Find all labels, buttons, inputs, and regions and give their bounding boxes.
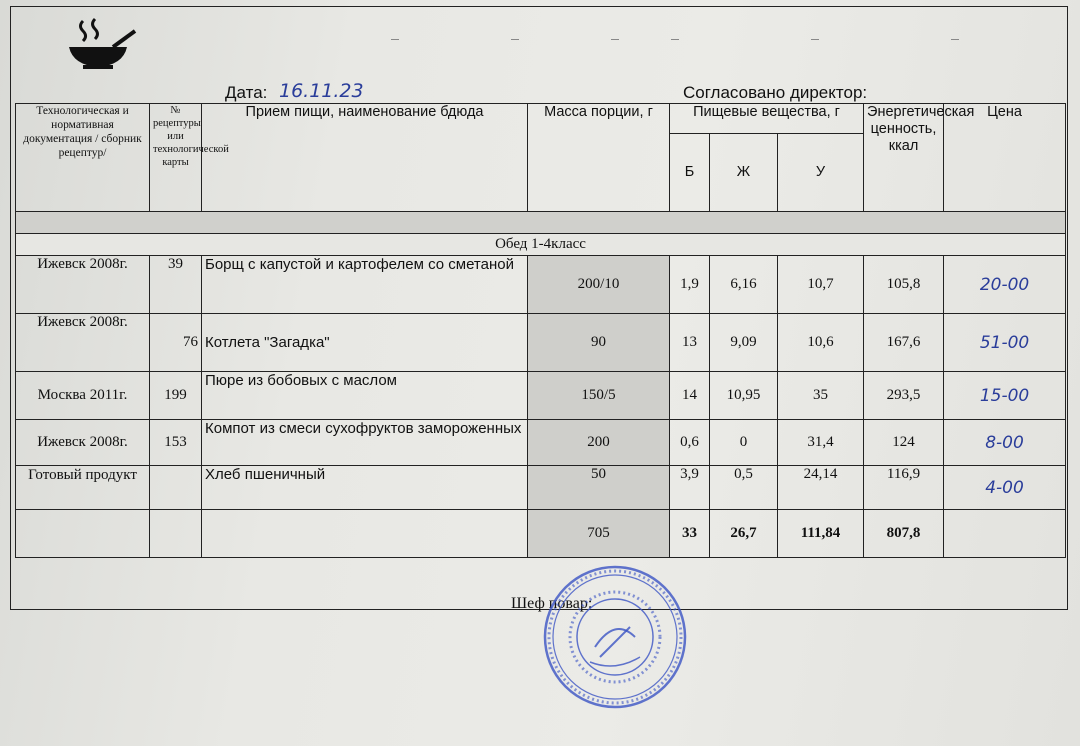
row-dish-name: Компот из смеси сухофруктов замороженных [202, 420, 528, 466]
row-b: 14 [670, 372, 710, 420]
table-row [16, 256, 1066, 314]
row-dish-name: Борщ с капустой и картофелем со сметаной [202, 256, 528, 314]
col-u-header: У [778, 134, 864, 212]
row-b: 3,9 [670, 466, 710, 510]
row-energy: 124 [864, 420, 944, 466]
blank-section-row [16, 212, 1066, 234]
dash-mark [611, 39, 619, 40]
table-row [16, 314, 1066, 372]
row-zh: 0,5 [710, 466, 778, 510]
row-zh: 10,95 [710, 372, 778, 420]
col-price-header: Цена [944, 104, 1066, 212]
table-header-row [16, 104, 1066, 134]
row-source: Москва 2011г. [16, 372, 150, 420]
row-dish-name: Пюре из бобовых с маслом [202, 372, 528, 420]
row-mass: 150/5 [528, 372, 670, 420]
row-energy: 116,9 [864, 466, 944, 510]
col-meal-header: Прием пищи, наименование бдюда [202, 104, 528, 212]
dash-mark [671, 39, 679, 40]
row-zh: 0 [710, 420, 778, 466]
chef-label: Шеф повар: [511, 595, 593, 612]
menu-table [15, 103, 1066, 558]
row-u: 31,4 [778, 420, 864, 466]
row-price: 4-00 [944, 466, 1066, 510]
row-price: 15-00 [944, 372, 1066, 420]
table-row [16, 372, 1066, 420]
total-price-empty [944, 510, 1066, 558]
row-source: Ижевск 2008г. [16, 256, 150, 314]
row-recipe-number: 39 [150, 256, 202, 314]
row-u: 24,14 [778, 466, 864, 510]
row-recipe-number: 76 [150, 314, 202, 372]
row-b: 1,9 [670, 256, 710, 314]
row-zh: 6,16 [710, 256, 778, 314]
row-recipe-number: 153 [150, 420, 202, 466]
row-mass: 200/10 [528, 256, 670, 314]
row-dish-name: Хлеб пшеничный [202, 466, 528, 510]
table-row [16, 466, 1066, 510]
total-empty-cell [16, 510, 150, 558]
col-nutrients-header: Пищевые вещества, г [670, 104, 864, 134]
row-price: 51-00 [944, 314, 1066, 372]
row-energy: 167,6 [864, 314, 944, 372]
dash-mark [811, 39, 819, 40]
steaming-bowl-icon [61, 17, 141, 72]
section-title-row [16, 234, 1066, 256]
dash-mark [511, 39, 519, 40]
row-mass: 90 [528, 314, 670, 372]
row-u: 35 [778, 372, 864, 420]
row-price: 8-00 [944, 420, 1066, 466]
total-row [16, 510, 1066, 558]
col-doc-header: Технологическая и нормативная документация / сборник рецептур/ [16, 104, 150, 212]
blank-section-cell [16, 212, 1066, 234]
row-u: 10,6 [778, 314, 864, 372]
document-header [11, 7, 1067, 102]
row-price: 20-00 [944, 256, 1066, 314]
round-seal-stamp [540, 562, 690, 712]
row-source: Ижевск 2008г. [16, 314, 150, 372]
row-source: Готовый продукт [16, 466, 150, 510]
col-b-header: Б [670, 134, 710, 212]
total-empty-cell [150, 510, 202, 558]
total-zh: 26,7 [710, 510, 778, 558]
date-label: Дата: [225, 83, 268, 102]
row-b: 0,6 [670, 420, 710, 466]
total-u: 111,84 [778, 510, 864, 558]
row-mass: 50 [528, 466, 670, 510]
total-energy: 807,8 [864, 510, 944, 558]
dash-mark [951, 39, 959, 40]
row-u: 10,7 [778, 256, 864, 314]
col-mass-header: Масса порции, г [528, 104, 670, 212]
row-zh: 9,09 [710, 314, 778, 372]
row-dish-name: Котлета "Загадка" [202, 314, 528, 372]
menu-frame [10, 6, 1068, 610]
row-b: 13 [670, 314, 710, 372]
section-title: Обед 1-4класс [16, 234, 1066, 256]
row-source: Ижевск 2008г. [16, 420, 150, 466]
col-zh-header: Ж [710, 134, 778, 212]
table-row [16, 420, 1066, 466]
approval-label: Согласовано директор: [683, 83, 868, 102]
dash-mark [391, 39, 399, 40]
total-b: 33 [670, 510, 710, 558]
date-value: 16.11.23 [279, 80, 364, 102]
total-mass: 705 [528, 510, 670, 558]
row-recipe-number [150, 466, 202, 510]
row-energy: 293,5 [864, 372, 944, 420]
col-recipe-header: № рецептуры или технологической карты [150, 104, 202, 212]
row-recipe-number: 199 [150, 372, 202, 420]
col-energy-header: Энергетическая ценность, ккал [864, 104, 944, 212]
row-mass: 200 [528, 420, 670, 466]
total-empty-cell [202, 510, 528, 558]
row-energy: 105,8 [864, 256, 944, 314]
